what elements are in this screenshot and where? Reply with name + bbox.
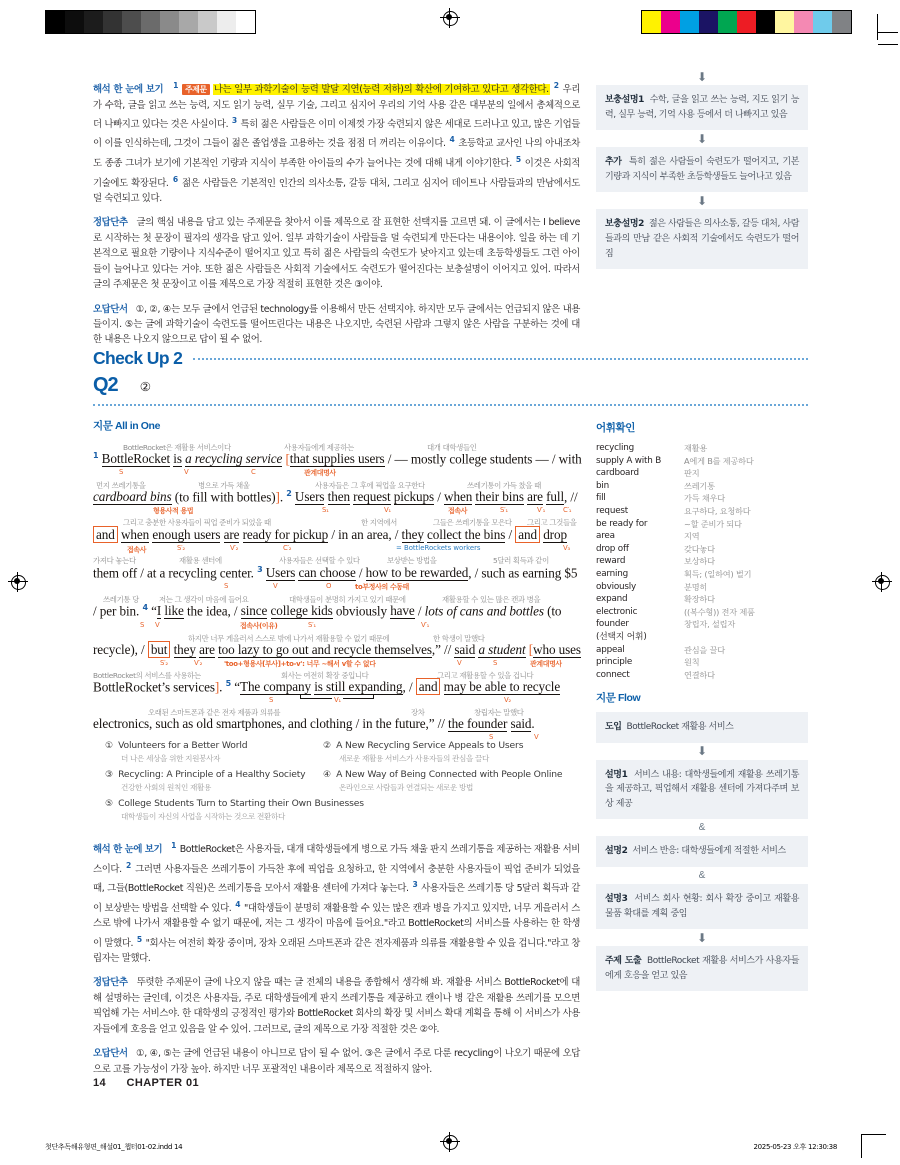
supplement-box-3-label: 보충설명2 — [605, 219, 645, 230]
topic-sentence-tag: 주제문 — [182, 84, 210, 95]
vocabulary-list — [596, 442, 811, 681]
bottom-wrong-answer-block — [93, 1046, 580, 1077]
choice-1[interactable] — [105, 740, 345, 764]
vocab-meaning: 갖다놓다 — [684, 543, 715, 554]
flow-step-2 — [596, 760, 808, 820]
vocab-row — [596, 455, 811, 468]
vocab-row — [596, 530, 811, 543]
flow-step-1 — [596, 712, 808, 743]
vocab-row — [596, 606, 811, 619]
vocab-term: earning — [596, 568, 629, 579]
gloss: BottleRocket의 서비스를 사용하는 — [93, 671, 201, 680]
sentence-number: 4 — [449, 135, 455, 145]
page-number: 14 — [93, 1077, 107, 1089]
grammar-role-s2p: S′₂ — [160, 659, 168, 667]
flow-arrow-icon: ⬇ — [696, 69, 708, 84]
grammar-role-v: V — [273, 582, 278, 590]
gloss: 재활용 센터에 — [179, 556, 222, 565]
choice-text-en: A New Way of Being Connected with People Online — [336, 769, 563, 780]
gloss: 그리고 재활용할 수 있을 겁니다 — [437, 671, 534, 680]
choice-text-en: A New Recycling Service Appeals to Users — [336, 740, 524, 751]
vocab-term: connect — [596, 669, 630, 680]
vocab-term: founder — [596, 619, 629, 630]
dotted-divider — [93, 404, 808, 406]
dotted-divider — [193, 358, 808, 360]
vocab-row — [596, 442, 811, 455]
passage-line-7: BottleRocket’s services]. $^5$ “The company is still expanding, / and may be able to recycle — [93, 679, 561, 695]
vocab-meaning: 관심을 끌다 — [684, 644, 725, 655]
vocab-row — [596, 656, 811, 669]
grammar-tag: 접속사(이유) — [240, 622, 278, 630]
gloss: 먼지 쓰레기통을 — [96, 481, 146, 490]
wrong-answer-text: ①, ④, ⑤는 글에 언급된 내용이 아니므로 답이 될 수 없어. ③은 글에서 주로 다룬 recycling이 나오기 때문에 오답으로 고를 가능성이 가장 높아. 하지만 너무 포괄적인 내용이라 제목으로 적절하지 않아. — [93, 1048, 581, 1075]
vocab-term: cardboard — [596, 468, 639, 479]
vocabulary-heading: 어휘확인 — [596, 422, 635, 434]
vocab-meaning: ((복수형)) 전자 제품 — [684, 606, 755, 617]
answer-key-label: 정답단추 — [93, 977, 128, 989]
vocab-meaning: 쓰레기통 — [684, 480, 715, 491]
flow-ampersand-connector: & — [698, 822, 706, 834]
grammar-tag: 'too+형용사[부사]+to-v': 너무 ~해서 v할 수 없다 — [224, 660, 376, 668]
gloss: 사용자들은 그 후에 픽업을 요구한다 — [315, 481, 425, 490]
grammar-role-v1p: V′₁ — [537, 506, 546, 514]
wrong-answer-text: ①, ②, ④는 모두 글에서 언급된 technology를 이용해서 만든 선택지야. 하지만 모두 글에서는 언급되지 않은 내용들이지. ⑤는 글에 과학기술이 숙련도를 떨어뜨린다는 내용은 나오지만, 숙련된 사람과 그렇지 않은 사람을 구분하는 것에 대한 내용은 나오지 않으므로 답이 될 수 없어. — [93, 303, 580, 346]
grammar-tag: 관계대명사 — [304, 469, 336, 477]
flow-step-text: 서비스 회사 현황: 회사 확장 중이고 재활용 물품 확대를 계획 중임 — [605, 893, 799, 919]
choice-2[interactable] — [323, 740, 573, 764]
vocab-meaning: ~할 준비가 되다 — [684, 518, 742, 529]
grammar-role-v1: V₁ — [334, 696, 341, 704]
vocab-meaning: 확장하다 — [684, 594, 715, 605]
choice-5[interactable] — [105, 798, 405, 822]
vocab-row — [596, 631, 811, 644]
vocab-meaning — [684, 631, 811, 644]
vocab-term: recycling — [596, 443, 634, 453]
top-sentence-4: 초등학교 교사인 나의 아내조차도 종종 그녀가 보기에 기본적인 기량과 지식이 부족한 아이들의 수가 늘어나는 것에 대해 내게 이야기한다. — [93, 138, 580, 170]
choice-text-en: Volunteers for a Better World — [118, 740, 248, 751]
top-section-heading: 해석 한 눈에 보기 — [93, 84, 164, 96]
top-translation-block — [93, 78, 580, 206]
flow-step-3 — [596, 836, 808, 867]
grammar-role-v1: V₁ — [384, 506, 391, 514]
gloss: 보상받는 방법을 — [387, 556, 437, 565]
top-sentence-3: 특히 젊은 사람들은 이미 이제껏 가장 숙련되지 않은 세대로 드러나고 있고, 많은 기업들이 이를 인식하는데, 그것이 그들이 젊은 졸업생을 고용하는 것을 점점 더 꺼리는 이유이다. — [93, 119, 581, 150]
choice-number: ⑤ — [105, 798, 114, 808]
vocab-row — [596, 581, 811, 594]
grammar-role-s: S — [140, 621, 145, 629]
vocab-meaning: 요구하다, 요청하다 — [684, 505, 751, 516]
passage-line-6: recycle), / but they are too lazy to go out and recycle themselves,” // said a student [who uses — [93, 642, 581, 657]
gloss: 한 학생이 말했다 — [433, 634, 485, 643]
passage-line-2: cardboard bins (to fill with bottles)]. $^2$ Users then request pickups / when their bins are full, // — [93, 489, 578, 505]
vocab-meaning: 연결하다 — [684, 669, 715, 680]
vocab-term: area — [596, 531, 615, 542]
flow-arrow-icon: ⬇ — [696, 193, 708, 208]
passage-line-5: / per bin. $^4$ “I like the idea, / since college kids obviously have / lots of cans and bottles (to — [93, 603, 562, 619]
supplement-box-2-label: 추가 — [605, 157, 622, 168]
vocab-row — [596, 593, 811, 606]
sentence-number: 1 — [171, 841, 177, 850]
grammar-role-s: S — [269, 696, 274, 704]
vocab-meaning: A에게 B를 제공하다 — [684, 455, 754, 466]
choice-text-ko: 더 나은 세상을 위한 지원봉사자 — [121, 754, 221, 763]
answer-key-label: 정답단추 — [93, 217, 128, 229]
gloss: 그리고 그것들을 — [527, 518, 577, 527]
passage-flow-section — [596, 690, 808, 991]
flow-step-label: 도입 — [605, 722, 622, 732]
grammar-tag: to부정사의 수동태 — [355, 583, 410, 591]
choice-number: ④ — [323, 769, 332, 779]
passage-line-4: them off / at a recycling center. $^3$ Users can choose / how to be rewarded, / such as earning $5 — [93, 565, 578, 581]
flow-step-text: BottleRocket 재활용 서비스 — [621, 722, 734, 732]
vocab-row — [596, 492, 811, 505]
passage-analysis-section — [93, 418, 582, 741]
flow-step-4 — [596, 884, 808, 929]
choice-text-ko: 새로운 재활용 서비스가 사용자들의 관심을 끌다 — [339, 754, 490, 763]
vocab-term: supply A with B — [596, 455, 662, 466]
answer-key-text: 글의 핵심 내용을 담고 있는 주제문을 찾아서 이를 제목으로 잘 표현한 선택지를 고르면 돼. 이 글에서는 I believe로 시작하는 첫 문장이 필자의 생각을 담고 있어. 일부 과학기술이 사람들을 덜 숙련되게 만든다는 내용이야. 일을 하는 데 기본적으로 필요한 기량이나 지식수준이 떨어지고 있고 특히 젊은 사람들의 숙련도가 낮아지고 있는데 초등학생들도 그런 아이들이 늘어나고 있다는 거야. 또한 젊은 사람들은 사회적 기술에서도 숙련도가 떨어진다는 보충설명이 이어지고 있어. 따라서 글의 주제문은 첫 문장이고 이를 제목으로 가장 적절히 표현한 것은 ③이야. — [93, 217, 581, 291]
bottom-sentence-1: BottleRocket은 사용자들, 대개 대학생들에게 병으로 가득 채울 판지 쓰레기통을 제공하는 재활용 서비스이다. — [93, 844, 581, 875]
indesign-file-info: 첫단추독해유형편_해설01_챕터01-02.indd 14 — [45, 1143, 183, 1151]
gloss: 저는 그 생각이 마음에 들어요 — [159, 595, 249, 604]
answer-key-text: 뚜렷한 주제문이 글에 나오지 않을 때는 글 전체의 내용을 종합해서 생각해 봐. 재활용 서비스 BottleRocket에 대해 설명하는 글인데, 이것은 사용자들, 주로 대학생들에게 판지 쓰레기통을 제공하고 캔이나 병 같은 재활용 쓰레기를 모으면 픽업해 가는 서비스야. 한 대학생의 긍정적인 평가와 BottleRocket 회사의 확장 및 서비스 확대 계획을 통해 이 서비스가 사용자들에게 호응을 얻고 있음을 알 수 있어. 그러므로, 글의 제목으로 가장 적절한 것은 ②야. — [93, 977, 581, 1035]
choice-text-ko: 건강한 사회의 원칙인 재활용 — [121, 783, 212, 792]
vocab-term: bin — [596, 480, 610, 491]
grammar-role-v3: V₃ — [563, 544, 570, 552]
bottom-translation-block — [93, 838, 580, 966]
flow-step-label: 주제 도출 — [605, 956, 642, 967]
supplement-box-2-text: 특히 젊은 사람들이 숙련도가 떨어지고, 기본 기량과 지식이 부족한 초등학생들도 늘어나고 있음 — [605, 157, 799, 182]
choice-number: ③ — [105, 769, 114, 779]
gloss: 사용자들은 선택할 수 있다 — [279, 556, 360, 565]
vocab-term: drop off — [596, 543, 629, 554]
top-wrong-answer-block — [93, 302, 580, 348]
vocab-row — [596, 555, 811, 568]
choice-number: ② — [323, 740, 332, 750]
top-sentence-5: 이것은 사회적 기술에도 확장된다. — [93, 158, 581, 189]
flow-arrow-icon: ⬇ — [696, 744, 708, 759]
checkup-header — [93, 348, 808, 406]
gloss: 재활용할 수 있는 많은 캔과 병을 — [442, 595, 541, 604]
grammar-role-v: V — [457, 659, 462, 667]
top-explanation-column — [93, 78, 580, 348]
vocab-term: reward — [596, 556, 626, 567]
annotated-passage — [93, 442, 582, 741]
grammar-role-v: V — [155, 621, 160, 629]
vocab-term: obviously — [596, 581, 637, 592]
supplement-box-1-text: 수학, 글을 읽고 쓰는 능력, 지도 읽기 능력, 실무 능력, 기억 사용 등에서 더 나빠지고 있음 — [605, 95, 800, 120]
gloss: 그들은 쓰레기통을 모은다 — [433, 518, 512, 527]
wrong-answer-label: 오답단서 — [93, 1048, 128, 1060]
vocab-term: request — [596, 505, 629, 516]
vocabulary-section — [596, 420, 811, 681]
grammar-tag: 접속사 — [127, 546, 147, 554]
grammar-role-v: V — [184, 468, 189, 476]
vocab-term: appeal — [596, 644, 625, 655]
gloss: 쓰레기통 당 — [103, 595, 139, 604]
top-sentence-1: 나는 일부 과학기술이 능력 발달 지연(능력 저하)의 확산에 기여하고 있다고 생각한다. — [213, 84, 549, 96]
passage-line-1: $^1$ BottleRocket is a recycling service [that supplies users / — mostly college students — / with — [93, 451, 582, 467]
vocab-row — [596, 568, 811, 581]
grammar-tag: 접속사 — [448, 507, 468, 515]
bottom-section-heading: 해석 한 눈에 보기 — [93, 844, 163, 856]
bottom-explanation-column — [93, 838, 580, 1077]
flow-step-label: 설명1 — [605, 769, 628, 780]
grammar-tag: 관계대명사 — [530, 660, 562, 668]
grammar-role-s1: S₁ — [322, 506, 329, 514]
flow-step-5 — [596, 946, 808, 991]
question-answer: ② — [139, 380, 151, 394]
grammar-tag: 형용사적 용법 — [153, 507, 194, 515]
question-number: Q2 — [93, 374, 118, 396]
vocab-meaning: 창립자, 설립자 — [684, 619, 736, 630]
sentence-number: 1 — [173, 81, 179, 90]
grammar-role-s1p: S′₁ — [500, 506, 508, 514]
vocab-row — [596, 618, 811, 631]
top-sentence-6: 젊은 사람들은 기본적인 인간의 의사소통, 갈등 대처, 그리고 심지어 데이트나 사람들과의 만남에서도 덜 숙련되고 있다. — [93, 177, 581, 205]
gloss: 가져다 놓는다 — [93, 556, 136, 565]
choice-4[interactable] — [323, 769, 583, 793]
grammar-role-s1p: S′₁ — [308, 621, 316, 629]
vocab-row — [596, 480, 811, 493]
flow-arrow-icon: ⬇ — [696, 131, 708, 146]
passage-heading: 지문 All in One — [93, 420, 161, 432]
grammar-role-s: S — [489, 733, 494, 741]
grammar-role-c1p: C′₁ — [563, 506, 572, 514]
flow-step-label: 설명3 — [605, 893, 628, 904]
sentence-number: 2 — [125, 860, 131, 870]
gloss: BottleRocket은 재활용 서비스이다 — [123, 443, 231, 452]
supplement-box-2 — [596, 147, 808, 192]
gloss: 쓰레기통이 가득 찼을 때 — [467, 481, 541, 490]
choice-3[interactable] — [105, 769, 345, 793]
bottom-sentence-4: "대학생들이 분명히 재활용할 수 있는 많은 캔과 병을 가지고 있지만, 너무 게을러서 스스로 밖에 나가서 재활용할 수 없기 때문에, 저는 그 생각이 마음에 들어요."라고 BottleRocket의 서비스를 사용하는 한 학생이 말했다. — [93, 902, 581, 949]
top-flow-column — [596, 68, 808, 269]
flow-step-text: BottleRocket 재활용 서비스가 사용자들에게 호응을 얻고 있음 — [605, 956, 799, 981]
flow-step-text: 서비스 내용: 대학생들에게 재활용 쓰레기통을 제공하고, 픽업해서 재활용 센터에 가져다주며 보상 제공 — [605, 769, 799, 809]
passage-line-3: and when enough users are ready for pickup / in an area, / they collect the bins / and drop — [93, 527, 567, 543]
flow-step-label: 설명2 — [605, 846, 628, 857]
vocab-row — [596, 518, 811, 531]
vocab-meaning: 가득 채우다 — [684, 493, 725, 504]
grammar-role-c2: C′₂ — [283, 544, 292, 552]
bottom-sentence-3: 사용자들은 쓰레기통 당 5달러 획득과 같이 보상받는 방법을 선택할 수 있다. — [93, 883, 580, 914]
grammar-role-o: O — [326, 582, 332, 590]
choice-text-ko: 대학생들이 자신의 사업을 시작하는 것으로 전환하다 — [121, 812, 285, 821]
vocab-row — [596, 467, 811, 480]
chapter-label: CHAPTER 01 — [126, 1077, 199, 1089]
vocab-row — [596, 644, 811, 657]
vocab-term: (선택지 어휘) — [596, 631, 647, 642]
flow-arrow-icon: ⬇ — [696, 930, 708, 945]
vocab-meaning: 보상하다 — [684, 556, 715, 567]
gloss: 5달러 획득과 같이 — [493, 556, 549, 565]
grammar-role-v2: V′₂ — [230, 544, 239, 552]
wrong-answer-label: 오답단서 — [93, 303, 128, 315]
grammar-role-s2: S′₂ — [177, 544, 185, 552]
vocab-meaning: 획득; (일하여) 벌기 — [684, 568, 752, 579]
gloss: 장차 — [411, 708, 425, 717]
gloss: 창립자는 말했다 — [474, 708, 524, 717]
vocab-term: electronic — [596, 606, 638, 617]
grammar-role-v2: V₂ — [504, 696, 511, 704]
gloss: 하지만 너무 게을러서 스스로 밖에 나가서 재활용할 수 없기 때문에 — [188, 634, 390, 643]
vocab-term: principle — [596, 657, 633, 668]
print-timestamp: 2025-05-23 오후 12:30:38 — [753, 1143, 837, 1151]
grammar-role-c: C — [251, 468, 256, 476]
top-answer-key-block — [93, 215, 580, 292]
vocab-meaning: 판지 — [684, 468, 700, 479]
flow-heading: 지문 Flow — [596, 692, 641, 704]
gloss: 대개 대학생들인 — [427, 443, 477, 452]
gloss: 한 지역에서 — [361, 518, 397, 527]
vocab-term: be ready for — [596, 518, 648, 529]
gloss: 오래된 스마트폰과 같은 전자 제품과 의류를 — [148, 708, 281, 717]
supplement-box-1-label: 보충설명1 — [605, 95, 645, 105]
sentence-number: 5 — [515, 155, 521, 164]
bottom-sentence-5: "회사는 여전히 확장 중이며, 장차 오래된 스마트폰과 같은 전자제품과 의류를 재활용할 수 있을 겁니다."라고 창립자는 말했다. — [93, 937, 580, 965]
vocab-meaning: 원칙 — [684, 657, 700, 668]
vocab-term: fill — [596, 493, 606, 504]
vocab-row — [596, 669, 811, 682]
flow-step-text: 서비스 반응: 대학생들에게 적절한 서비스 — [627, 846, 786, 857]
grammar-role-v: V — [534, 733, 539, 741]
vocab-meaning: 재활용 — [684, 443, 708, 453]
checkup-title: Check Up 2 — [93, 348, 183, 368]
sentence-number: 2 — [553, 81, 559, 90]
gloss: 대학생들이 분명히 가지고 있기 때문에 — [289, 595, 406, 604]
passage-line-8: electronics, such as old smartphones, and clothing / in the future,” // the founder said. — [93, 716, 535, 731]
supplement-box-3 — [596, 209, 808, 269]
gloss: 사용자들에게 제공하는 — [284, 443, 354, 452]
top-sentence-2: 우리가 수학, 글을 읽고 쓰는 능력, 지도 읽기 능력, 실무 기술, 그리고 심지어 우리의 기억 사용 같은 대부분의 일에서 총체적으로 더 나빠지고 있다는 것은 사실이다. — [93, 84, 581, 131]
gloss: 회사는 여전히 확장 중입니다 — [281, 671, 369, 680]
supplement-box-1 — [596, 85, 808, 130]
bottom-sentence-2: 그러면 사용자들은 쓰레기통이 가득찬 후에 픽업을 요청하고, 한 지역에서 충분한 사용자들이 픽업 준비가 되었을 때, 그들(BottleRocket 직원)은 쓰레기통을 모아서 재활용 센터에 가져다 놓는다. — [93, 863, 580, 895]
vocab-term: expand — [596, 594, 628, 605]
vocab-meaning: 분명히 — [684, 581, 708, 592]
grammar-role-v2p: V′₂ — [194, 659, 203, 667]
choice-text-en: Recycling: A Principle of a Healthy Society — [118, 769, 306, 780]
choice-text-en: College Students Turn to Starting their Own Businesses — [118, 798, 364, 809]
vocab-meaning: 지역 — [684, 531, 700, 542]
gloss: 그리고 충분한 사용자들이 픽업 준비가 되었을 때 — [123, 518, 271, 527]
choice-text-ko: 온라인으로 사람들과 연결되는 새로운 방법 — [339, 783, 473, 792]
supplement-box-3-text: 젊은 사람들은 의사소통, 갈등 대처, 사람들과의 만남 같은 사회적 기술에서도 숙련도가 떨어짐 — [605, 219, 799, 259]
bottom-answer-key-block — [93, 975, 580, 1037]
flow-ampersand-connector: & — [698, 869, 706, 881]
gloss: 병으로 가득 채울 — [198, 481, 250, 490]
grammar-role-s: S — [119, 468, 124, 476]
equals-note: = BottleRockets workers — [396, 544, 481, 552]
flow-steps — [596, 712, 808, 991]
sentence-number: 3 — [412, 880, 418, 890]
vocab-row — [596, 505, 811, 518]
choice-number: ① — [105, 740, 114, 750]
sentence-number: 3 — [231, 115, 237, 125]
vocab-row — [596, 543, 811, 556]
page-footer — [93, 1077, 199, 1089]
sentence-number: 4 — [235, 899, 241, 909]
grammar-role-v1p: V′₁ — [421, 621, 430, 629]
grammar-role-s: S — [493, 659, 498, 667]
sentence-number: 6 — [172, 174, 178, 184]
grammar-role-s: S — [224, 582, 229, 590]
sentence-number: 5 — [136, 934, 142, 944]
